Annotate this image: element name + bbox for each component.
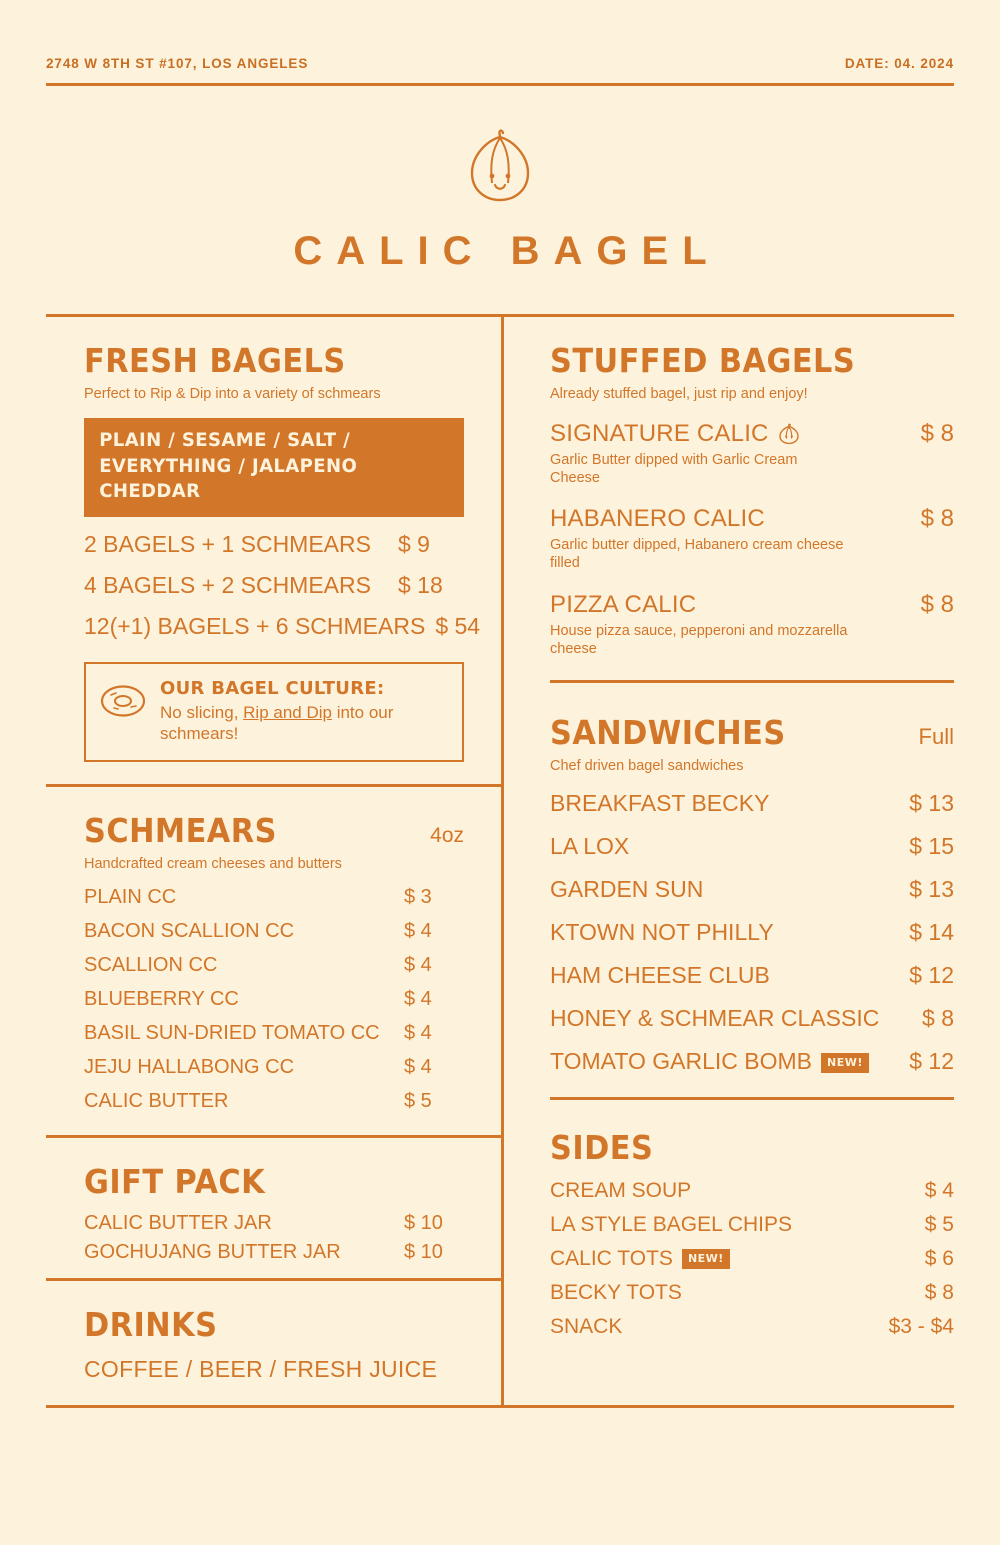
- item-name-text: CALIC TOTS: [550, 1246, 673, 1270]
- header-bar: [46, 0, 954, 86]
- item-name-text: TOMATO GARLIC BOMB: [550, 1047, 812, 1074]
- section-schmears: [46, 787, 501, 1135]
- list-item: [550, 591, 954, 658]
- page-title: CALIC BAGEL: [293, 229, 721, 273]
- list-item: [84, 612, 481, 640]
- list-item: [84, 1056, 464, 1079]
- bagel-icon: [100, 678, 146, 723]
- list-item: [550, 1315, 954, 1339]
- item-price: $ 3: [404, 886, 432, 909]
- item-price: $3 - $4: [888, 1314, 954, 1338]
- section-title: SANDWICHES: [550, 712, 786, 752]
- item-price: $ 13: [909, 875, 954, 902]
- list-item: [84, 531, 464, 558]
- list-item: [84, 572, 464, 599]
- status-badge: NEW!: [682, 1249, 730, 1269]
- list-item: [550, 1213, 954, 1237]
- item-name: HABANERO CALIC: [550, 505, 765, 533]
- section-subtitle: Already stuffed bagel, just rip and enjoy!: [550, 386, 808, 402]
- item-price: $ 5: [924, 1212, 954, 1236]
- item-name: GOCHUJANG BUTTER JAR: [84, 1241, 341, 1264]
- item-price: $ 12: [909, 1047, 954, 1074]
- schmears-header: [84, 811, 464, 850]
- item-price: $ 5: [404, 1090, 432, 1113]
- item-description: Garlic butter dipped, Habanero cream cheese filled: [550, 537, 844, 572]
- item-price: $ 4: [404, 1056, 432, 1079]
- item-row: [550, 591, 954, 619]
- item-row: [550, 420, 954, 448]
- menu-date: DATE: 04. 2024: [844, 56, 954, 71]
- section-stuffed-bagels: [550, 317, 954, 680]
- bottom-rule: [46, 1405, 954, 1408]
- item-name: SIGNATURE CALIC: [550, 420, 769, 447]
- list-item: [550, 833, 954, 860]
- list-item: [84, 988, 464, 1011]
- status-badge: NEW!: [821, 1053, 869, 1073]
- item-name: BREAKFAST BECKY: [550, 789, 770, 816]
- item-price: $ 8: [924, 1280, 954, 1304]
- item-name: GARDEN SUN: [550, 875, 704, 902]
- section-title: DRINKS: [84, 1305, 218, 1345]
- culture-text-after: into our schmears!: [160, 702, 394, 744]
- size-label: Full: [918, 723, 954, 749]
- item-price: $ 13: [909, 789, 954, 816]
- gift-pack-list: [84, 1212, 501, 1264]
- list-item: [84, 1212, 464, 1235]
- item-name: BLUEBERRY CC: [84, 988, 239, 1011]
- list-item: [550, 420, 954, 487]
- section-title: STUFFED BAGELS: [550, 341, 856, 380]
- garlic-icon: [777, 423, 801, 445]
- store-address: 2748 W 8TH ST #107, LOS ANGELES: [46, 56, 309, 71]
- list-item: [550, 1048, 954, 1075]
- item-name: JEJU HALLABONG CC: [84, 1056, 295, 1079]
- item-price: $ 10: [404, 1241, 443, 1264]
- section-gift-pack: [46, 1138, 501, 1278]
- list-item: [84, 1090, 464, 1113]
- section-sandwiches: [550, 683, 954, 1097]
- item-name: 4 BAGELS + 2 SCHMEARS: [84, 571, 371, 598]
- culture-text: [160, 702, 448, 745]
- list-item: [550, 1179, 954, 1203]
- drinks-list: COFFEE / BEER / FRESH JUICE: [84, 1356, 438, 1383]
- item-price: $ 54: [435, 612, 481, 639]
- sandwiches-header: [550, 713, 954, 752]
- bagel-culture-box: [84, 662, 464, 763]
- sides-list: [550, 1179, 954, 1339]
- item-name: SNACK: [550, 1314, 623, 1338]
- item-price: $ 8: [922, 1004, 954, 1031]
- item-price: $ 4: [404, 920, 432, 943]
- item-description: Garlic Butter dipped with Garlic Cream Cheese: [550, 452, 798, 487]
- list-item: [550, 919, 954, 946]
- item-price: $ 8: [920, 505, 954, 533]
- list-item: [550, 505, 954, 572]
- item-price: $ 12: [909, 961, 954, 988]
- item-price: $ 10: [404, 1212, 443, 1235]
- flavor-band: PLAIN / SESAME / SALT / EVERYTHING / JALAPENO CHEDDAR: [84, 418, 464, 517]
- right-column: [501, 317, 954, 1405]
- section-fresh-bagels: [46, 317, 501, 784]
- item-price: $ 4: [924, 1178, 954, 1202]
- combo-list: [84, 530, 481, 640]
- list-item: [550, 790, 954, 817]
- schmears-unit: 4oz: [430, 824, 464, 848]
- item-name: CREAM SOUP: [550, 1178, 692, 1202]
- item-row: [550, 505, 954, 533]
- brand-block: [46, 86, 954, 274]
- section-subtitle: Handcrafted cream cheeses and butters: [84, 856, 342, 873]
- list-item: [550, 1247, 954, 1271]
- section-title: GIFT PACK: [84, 1162, 266, 1202]
- list-item: [550, 1005, 954, 1032]
- section-sides: [550, 1100, 954, 1361]
- item-name: [550, 1247, 730, 1271]
- item-price: $ 4: [404, 954, 432, 977]
- item-price: $ 8: [920, 590, 954, 618]
- item-name: 2 BAGELS + 1 SCHMEARS: [84, 530, 371, 557]
- item-price: $ 15: [909, 832, 954, 859]
- item-name: 12(+1) BAGELS + 6 SCHMEARS: [84, 612, 426, 639]
- item-description: House pizza sauce, pepperoni and mozzarella cheese: [550, 622, 848, 657]
- list-item: [550, 962, 954, 989]
- item-price: $ 4: [404, 988, 432, 1011]
- culture-title: OUR BAGEL CULTURE:: [160, 677, 385, 699]
- section-title: SCHMEARS: [84, 811, 277, 851]
- item-price: $ 4: [404, 1022, 432, 1045]
- item-name: BASIL SUN-DRIED TOMATO CC: [84, 1022, 380, 1045]
- item-name: HAM CHEESE CLUB: [550, 961, 770, 988]
- section-title: FRESH BAGELS: [84, 341, 346, 380]
- item-price: $ 6: [924, 1246, 954, 1270]
- item-price: $ 9: [398, 530, 430, 557]
- item-name: [550, 1048, 869, 1075]
- item-name: PIZZA CALIC: [550, 590, 697, 618]
- item-name: HONEY & SCHMEAR CLASSIC: [550, 1004, 880, 1031]
- culture-text-underline: Rip and Dip: [243, 702, 332, 722]
- item-name: LA LOX: [550, 832, 630, 859]
- schmears-list: [84, 886, 501, 1113]
- list-item: [84, 920, 464, 943]
- garlic-icon: [454, 128, 546, 208]
- list-item: [84, 954, 464, 977]
- item-name: SCALLION CC: [84, 954, 218, 977]
- list-item: [84, 886, 464, 909]
- item-name: KTOWN NOT PHILLY: [550, 918, 774, 945]
- sandwiches-list: [550, 790, 954, 1075]
- list-item: [84, 1022, 464, 1045]
- item-name-wrap: [550, 420, 801, 448]
- menu-columns: [46, 317, 954, 1405]
- item-name: CALIC BUTTER: [84, 1090, 229, 1113]
- section-drinks: [46, 1281, 501, 1405]
- item-name: BACON SCALLION CC: [84, 920, 295, 943]
- item-name: BECKY TOTS: [550, 1280, 682, 1304]
- item-name: PLAIN CC: [84, 886, 177, 909]
- item-name: LA STYLE BAGEL CHIPS: [550, 1212, 792, 1236]
- section-title: SIDES: [550, 1127, 654, 1167]
- item-price: $ 18: [398, 571, 443, 598]
- section-subtitle: Perfect to Rip & Dip into a variety of schmears: [84, 386, 381, 402]
- item-name: CALIC BUTTER JAR: [84, 1212, 272, 1235]
- item-price: $ 8: [920, 420, 954, 447]
- culture-text-before: No slicing,: [160, 702, 244, 722]
- list-item: [550, 1281, 954, 1305]
- section-subtitle: Chef driven bagel sandwiches: [550, 757, 744, 774]
- item-price: $ 14: [909, 918, 954, 945]
- left-column: [46, 317, 501, 1405]
- list-item: [84, 1241, 464, 1264]
- list-item: [550, 876, 954, 903]
